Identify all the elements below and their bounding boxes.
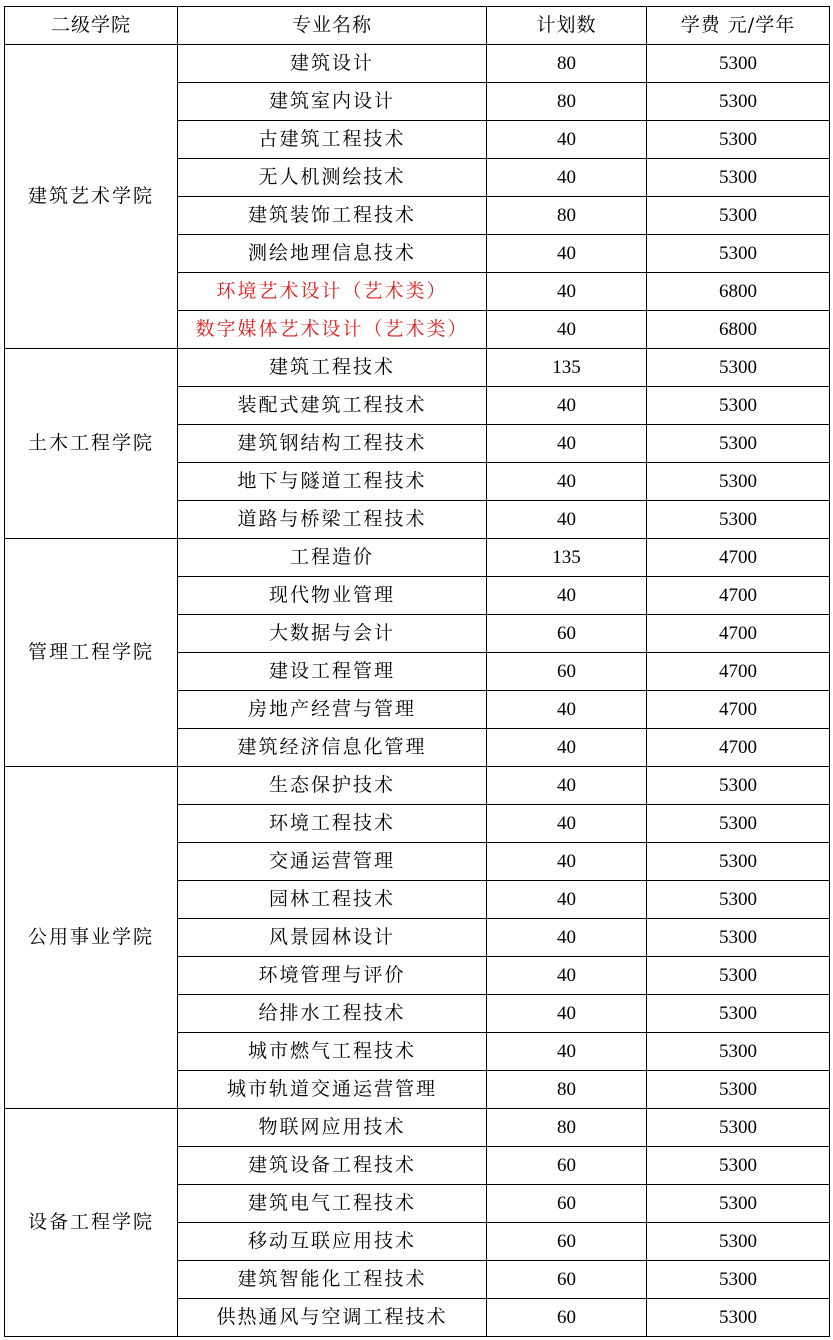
- table-body: [5, 45, 830, 1337]
- fee-cell: 5300: [647, 387, 830, 425]
- plan-cell: 40: [487, 805, 647, 843]
- fee-cell: 5300: [647, 1033, 830, 1071]
- major-cell: 建筑经济信息化管理: [178, 729, 487, 767]
- plan-cell: 80: [487, 1109, 647, 1147]
- fee-cell: 5300: [647, 121, 830, 159]
- fee-cell: 5300: [647, 235, 830, 273]
- major-cell: 城市轨道交通运营管理: [178, 1071, 487, 1109]
- fee-cell: 5300: [647, 1109, 830, 1147]
- plan-cell: 60: [487, 1299, 647, 1337]
- plan-cell: 40: [487, 995, 647, 1033]
- college-cell: 管理工程学院: [5, 539, 178, 767]
- plan-cell: 60: [487, 1261, 647, 1299]
- fee-cell: 5300: [647, 881, 830, 919]
- major-cell: 环境艺术设计（艺术类）: [178, 273, 487, 311]
- major-cell: 古建筑工程技术: [178, 121, 487, 159]
- plan-cell: 40: [487, 729, 647, 767]
- major-cell: 供热通风与空调工程技术: [178, 1299, 487, 1337]
- plan-cell: 40: [487, 691, 647, 729]
- major-cell: 移动互联应用技术: [178, 1223, 487, 1261]
- major-cell: 建筑工程技术: [178, 349, 487, 387]
- major-cell: 建筑设计: [178, 45, 487, 83]
- fee-cell: 5300: [647, 197, 830, 235]
- major-cell: 物联网应用技术: [178, 1109, 487, 1147]
- fee-cell: 4700: [647, 577, 830, 615]
- major-cell: 建筑钢结构工程技术: [178, 425, 487, 463]
- fee-cell: 5300: [647, 83, 830, 121]
- table-header: [5, 7, 830, 45]
- plan-cell: 40: [487, 957, 647, 995]
- major-cell: 交通运营管理: [178, 843, 487, 881]
- header-row: [5, 7, 830, 45]
- fee-cell: 6800: [647, 311, 830, 349]
- major-cell: 房地产经营与管理: [178, 691, 487, 729]
- fee-cell: 5300: [647, 45, 830, 83]
- header-major: 专业名称: [178, 7, 487, 45]
- table-row: [5, 539, 830, 577]
- major-cell: 道路与桥梁工程技术: [178, 501, 487, 539]
- major-cell: 大数据与会计: [178, 615, 487, 653]
- major-cell: 地下与隧道工程技术: [178, 463, 487, 501]
- header-plan: 计划数: [487, 7, 647, 45]
- fee-cell: 5300: [647, 1071, 830, 1109]
- plan-cell: 60: [487, 1185, 647, 1223]
- major-cell: 建筑智能化工程技术: [178, 1261, 487, 1299]
- college-cell: 建筑艺术学院: [5, 45, 178, 349]
- fee-cell: 5300: [647, 1223, 830, 1261]
- table-row: [5, 45, 830, 83]
- plan-cell: 40: [487, 311, 647, 349]
- plan-cell: 40: [487, 273, 647, 311]
- plan-cell: 40: [487, 501, 647, 539]
- plan-cell: 40: [487, 463, 647, 501]
- fee-cell: 6800: [647, 273, 830, 311]
- fee-cell: 4700: [647, 691, 830, 729]
- plan-cell: 40: [487, 767, 647, 805]
- plan-cell: 60: [487, 615, 647, 653]
- plan-cell: 40: [487, 1033, 647, 1071]
- major-cell: 建筑室内设计: [178, 83, 487, 121]
- major-cell: 建筑电气工程技术: [178, 1185, 487, 1223]
- plan-cell: 40: [487, 235, 647, 273]
- major-cell: 生态保护技术: [178, 767, 487, 805]
- fee-cell: 5300: [647, 1185, 830, 1223]
- major-cell: 数字媒体艺术设计（艺术类）: [178, 311, 487, 349]
- major-cell: 城市燃气工程技术: [178, 1033, 487, 1071]
- fee-cell: 5300: [647, 843, 830, 881]
- plan-cell: 40: [487, 425, 647, 463]
- major-cell: 现代物业管理: [178, 577, 487, 615]
- plan-cell: 40: [487, 843, 647, 881]
- fee-cell: 4700: [647, 615, 830, 653]
- fee-cell: 5300: [647, 501, 830, 539]
- fee-cell: 5300: [647, 805, 830, 843]
- plan-cell: 135: [487, 349, 647, 387]
- plan-cell: 60: [487, 1147, 647, 1185]
- fee-cell: 5300: [647, 995, 830, 1033]
- major-cell: 给排水工程技术: [178, 995, 487, 1033]
- plan-cell: 80: [487, 83, 647, 121]
- table-row: [5, 1109, 830, 1147]
- major-cell: 建筑设备工程技术: [178, 1147, 487, 1185]
- plan-cell: 40: [487, 159, 647, 197]
- major-cell: 园林工程技术: [178, 881, 487, 919]
- major-cell: 无人机测绘技术: [178, 159, 487, 197]
- fee-cell: 5300: [647, 957, 830, 995]
- fee-cell: 5300: [647, 463, 830, 501]
- college-cell: 土木工程学院: [5, 349, 178, 539]
- plan-cell: 80: [487, 1071, 647, 1109]
- major-cell: 工程造价: [178, 539, 487, 577]
- plan-cell: 40: [487, 919, 647, 957]
- fee-cell: 5300: [647, 919, 830, 957]
- plan-cell: 40: [487, 577, 647, 615]
- fee-cell: 5300: [647, 425, 830, 463]
- table-row: [5, 349, 830, 387]
- major-cell: 测绘地理信息技术: [178, 235, 487, 273]
- header-college: 二级学院: [5, 7, 178, 45]
- major-cell: 风景园林设计: [178, 919, 487, 957]
- fee-cell: 5300: [647, 159, 830, 197]
- plan-cell: 40: [487, 387, 647, 425]
- fee-cell: 5300: [647, 1299, 830, 1337]
- college-cell: 设备工程学院: [5, 1109, 178, 1337]
- college-cell: 公用事业学院: [5, 767, 178, 1109]
- major-cell: 建筑装饰工程技术: [178, 197, 487, 235]
- plan-cell: 60: [487, 1223, 647, 1261]
- plan-cell: 40: [487, 881, 647, 919]
- plan-cell: 135: [487, 539, 647, 577]
- table-row: [5, 767, 830, 805]
- fee-cell: 5300: [647, 349, 830, 387]
- fee-cell: 5300: [647, 1147, 830, 1185]
- major-cell: 装配式建筑工程技术: [178, 387, 487, 425]
- fee-cell: 5300: [647, 1261, 830, 1299]
- fee-cell: 4700: [647, 729, 830, 767]
- major-cell: 环境工程技术: [178, 805, 487, 843]
- major-cell: 环境管理与评价: [178, 957, 487, 995]
- major-cell: 建设工程管理: [178, 653, 487, 691]
- admissions-plan-table: [4, 6, 830, 1337]
- fee-cell: 5300: [647, 767, 830, 805]
- fee-cell: 4700: [647, 539, 830, 577]
- plan-cell: 80: [487, 197, 647, 235]
- fee-cell: 4700: [647, 653, 830, 691]
- plan-cell: 80: [487, 45, 647, 83]
- plan-cell: 60: [487, 653, 647, 691]
- plan-cell: 40: [487, 121, 647, 159]
- header-fee: 学费 元/学年: [647, 7, 830, 45]
